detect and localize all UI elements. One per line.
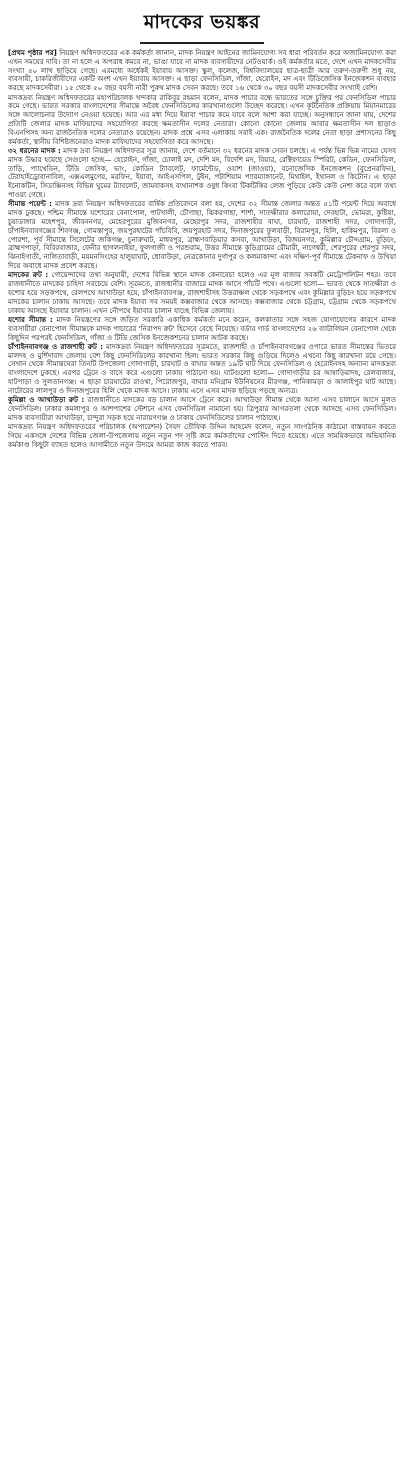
section-label: মাদকের রুট : bbox=[8, 271, 49, 280]
section-label: কুমিল্লা ও আখাউড়া রুট : bbox=[8, 396, 85, 405]
section-label: সীমান্ত পয়েন্ট : bbox=[8, 200, 52, 209]
article-paragraph bbox=[8, 147, 396, 200]
paragraph-text: মাদকদ্রব্য নিয়ন্ত্রণ অধিদফতরের পরিচালক (অপারেশন) সৈয়দ তৌফিক উদ্দিন আহমেদ বলেন, নতুন সাংগঠনিক কাঠামো বাস্তবায়ন করতে গিয়ে একসঙ্গে দেশের বিভিন্ন জেলা-উপজেলায় নতুন নতুন পদ সৃষ্টি করে কর্মকর্তাদের পোস্টিং দিতে হয়েছে। এতে সাময়িকভাবে অভিযানিক কর্মকাণ্ড কিছুটা ব্যাহত হলেও আগামীতে নতুন উদ্যমে আমরা কাজ করতে পারব। bbox=[8, 423, 396, 449]
paragraph-text: মাদকদ্রব্য নিয়ন্ত্রণ অধিদফতরের মহাপরিচালক খন্দকার রাকিবুর রহমান বলেন, মাদক পাচার বন্ধে ভারতের সঙ্গে চুক্তির পর ফেনসিডিল পাচার কমে গেছে। ভারত সরকার বাংলাদেশের সীমান্তে অবৈধ ফেনসিডিলের কারখানাগুলো উচ্ছেদ করেছে। এখন কূটনৈতিক প্রক্রিয়ায় মিয়ানমারের সঙ্গে আলোচনার উদ্যোগ নেওয়া হয়েছে। আর এর মধ্য দিয়ে ইয়াবা পাচার কমে যাবে বলে আশা করা যাচ্ছে। অনুসন্ধানে জানা যায়, দেশের প্রতিটি জেলার মাদক মাফিয়াদের সহযোগিতা করছে ক্ষমতাসীন দলের নেতারা। কোনো কোনো জেলায় আবার ক্ষমতাসীন দল ছাড়াও বিএনপিসহ অন্য রাজনৈতিক দলের নেতারাও রয়েছেন। মাদক প্রশ্নে এসব এলাকায় সবাই এক। রাজনৈতিক দলের নেতা ছাড়া প্রশাসনের কিছু কর্মকর্তা, স্থানীয় বিশিষ্টজনেরাও মাদক মাফিয়াদের সহযোগিতা করে আসছে। bbox=[8, 93, 396, 146]
article-paragraph bbox=[8, 343, 396, 396]
article-paragraph bbox=[8, 396, 396, 422]
paragraph-text: মাদক দ্রব্য নিয়ন্ত্রণ অধিদফতরের বার্ষিক প্রতিবেদনে বলা হয়, দেশের ৩২ সীমান্ত জেলার অন্তত ৫১টি পয়েন্ট দিয়ে অবাধে মাদক ঢুকছে। পশ্চিম সীমান্তে যশোরের বেনাপোল, পাটখালী, চৌগাছা, ঝিকরগাছা, শার্শা, সাতক্ষীরার কলারোয়া, দেবহাটা, ভোমরা, কুষ্টিয়া, চুয়াডাঙ্গার মহেশপুর, জীবননগর, মেহেরপুরের মুজিবনগর, মেহেরপুর সদর, রাজশাহীর বাঘা, চারঘাট, রাজশাহী সদর, গোদাগাড়ী, চাঁপাইনবাবগঞ্জের শিবগঞ্জ, গোমস্তাপুর, জয়পুরহাটের পাঁচবিবি, জয়পুরহাট সদর, দিনাজপুরের ফুলবাড়ী, বিরামপুর, হিলি, হাকিমপুর, বিরলা ও পোরশা, পূর্ব সীমান্তে সিলেটের জকিগঞ্জ, চুনারুঘাট, মাধবপুর, ব্রাহ্মণবাড়িয়ার কসবা, আখাউড়া, বিজয়নগর, কুমিল্লার চৌদ্দগ্রাম, বুড়িচং, ব্রাহ্মণপাড়া, বিবিরবাজার, ফেনীর ছাগলনাইয়া, ফুলগাজী ও পরশুরাম, উত্তর সীমান্তে কুড়িগ্রামের রৌমারী, নাগেশ্বরী, শেরপুরের শেরপুর সদর, ঝিনাইগাতী, নালিতাবাড়ী, ময়মনসিংহের হালুয়াঘাট, ধোবাউড়া, নেত্রকোনার দুর্গাপুর ও কলমাকান্দা এবং দক্ষিণ-পূর্ব সীমান্তে টেকনাফ ও উখিয়া দিয়ে অবাধে মাদক প্রবেশ করছে। bbox=[8, 200, 396, 270]
article-paragraph bbox=[8, 271, 396, 315]
headline: মাদকের ভয়ঙ্কর bbox=[140, 8, 264, 44]
paragraph-text: গোয়েন্দাদের তথ্য অনুযায়ী, দেশের বিভিন্ন স্থানে মাদক কেনাবেচা হলেও এর মূল বাজার সবকটি মেট্রোপলিটন শহর। তবে রাজধানীতে মাদকের চাহিদা সবচেয়ে বেশি। সূত্রমতে, রাজধানীর বাজারে মাদক আসে পাঁচটি পথে। এগুলো হলো— ভারত থেকে সাতক্ষীরা ও যশোর হয়ে সড়কপথে, রেলপথে আখাউড়া হয়ে, চাঁপাইনবাবগঞ্জ, রাজশাহীসহ উত্তরাঞ্চল থেকে সড়কপথে এবং কুমিল্লার বুড়িচং হয়ে সড়কপথে মাদকের চালান ঢাকায় আসছে। তবে মাদক ইয়াবা সব সময়ই কক্সবাজার থেকে আসছে। কক্সবাজার থেকে চট্টগ্রাম, চট্টগ্রাম থেকে সড়কপথে ঢাকায় আসছে ইয়াবার চালান। এখন নৌপথে ইয়াবার চালান যাচ্ছে বিভিন্ন জেলায়। bbox=[8, 271, 396, 315]
section-label: যশোর সীমান্ত : bbox=[8, 315, 53, 324]
section-label: [প্রথম পৃষ্ঠার পর] bbox=[8, 49, 57, 57]
paragraph-text: নিয়ন্ত্রণ অধিদফতরের এক কর্মকর্তা জানান, মাদক নিয়ন্ত্রণ আইনের জামিনযোগ্য সব ধারা পরিবর্তন করে অজামিনযোগ্য করা এখন সময়ের দাবি। তা না হলে এ অপরাধ কমবে না, ভাঙা যাবে না মাদক ব্যবসায়ীদের নেটওয়ার্ক। ওই কর্মকর্তার মতে, দেশে এখন মাদকসেবীর সংখ্যা ৫০ লাখ ছাড়িয়ে গেছে। এরমধ্যে অর্ধেকই ইয়াবায় আসক্ত। স্কুল, কলেজ, বিশ্ববিদ্যালয়ের ছাত্র-ছাত্রী আর তরুণ-তরুণী শুধু নয়, ব্যবসায়ী, চাকরিজীবীদের একটি অংশ এখন ইয়াবায় আসক্ত। এ ছাড়া ফেনসিডিল, গাঁজা, হেরোইন, মদ এবং টিডিজেসিক ইনজেকশন ব্যবহার করছে মাদকসেবীরা। ১৫ থেকে ৫০ বছর বয়সী নারী পুরুষ মাদক সেবন করছে। তবে ১৬ থেকে ৩০ বছর বয়সী মাদকসেবীর সংখ্যাই বেশি। bbox=[8, 49, 396, 93]
paragraph-text: মাদক নিয়ন্ত্রণের সঙ্গে জড়িত সরকারি একাধিক কর্মকর্তা মনে করেন, কলকাতার সঙ্গে সহজ যোগাযোগের কারণে মাদক ব্যবসায়ীরা বেনাপোল সীমান্তকে মাদক পাচারের 'নিরাপদ রুট' হিসেবে বেছে নিয়েছে। বর্ডার গার্ড বাংলাদেশের ২৬ ব্যাটালিয়ন বেনাপোল থেকে কিছুদিন পরপরই ফেনসিডিল, গাঁজা ও টিডি জেসিক ইনজেকশনের চালান আটক করছে। bbox=[8, 315, 396, 342]
article-body bbox=[8, 49, 396, 450]
headline-wrap bbox=[8, 8, 396, 44]
paragraph-text: রাজধানীতে মাদকের বড় চালান আসে ট্রেনে করে। আখাউড়া সীমান্ত থেকে আসা এসব চালানে আসে মূলত ফেনসিডিল। ঢাকার কমলাপুর ও আশপাশের স্টেশনে এসব ফেনসিডিল নামানো হয়। ত্রিপুরার আগরতলা থেকে আসছে এসব ফেনসিডিল। মাদক ব্যবসায়ীরা আখাউড়া, চান্দুরা সড়ক হয়ে নারায়ণগঞ্জ ও ঢাকায় ফেনসিডিলের চালান পাঠাচ্ছে। bbox=[8, 396, 396, 422]
section-label: চাঁপাইনবাবগঞ্জ ও রাজশাহী রুট : bbox=[8, 342, 103, 351]
article-paragraph bbox=[8, 94, 396, 147]
article-paragraph bbox=[8, 49, 396, 93]
article-paragraph bbox=[8, 423, 396, 449]
paragraph-text: মাদকদ্রব্য নিয়ন্ত্রণ অধিদফতরের সূত্রমতে, রাজশাহী ও চাঁপাইনবাবগঞ্জের ওপারে ভারত সীমান্তের ভিতরে মালদহ ও মুর্শিদাবাদ জেলায় বেশ কিছু ফেনসিডিলের কারখানা ছিল। ভারত সরকার কিছু গুড়িয়ে দিলেও এখনো কিছু কারখানা রয়ে গেছে। সেখান থেকে সীমান্তঘেরা তিনটি উপজেলা গোদাগাড়ী, চারঘাট ও বাঘার অন্তত ১৯টি ঘাট দিয়ে ফেনসিডিল ও হেরোইনসহ অন্যান্য মাদকদ্রব্য বাংলাদেশে ঢুকছে। এরপর ট্রেনে ও বাসে করে এগুলো ঢাকায় পাঠানো হয়। ঘাটগুলো হলো— গোদাগাড়ীর চর আষাড়িয়াদহ, রেলবাজার, হাটপাড়া ও সুলতানগঞ্জ। এ ছাড়া চারঘাটের রাওথা, পিরোজপুর, বাঘার মনিগ্রাম ইউনিয়নের মীরগঞ্জ, পানিকামড়া ও আলাইপুর ঘাট আছে। নাটোরের লালপুর ও দিনাজপুরের হিলি থেকে মাদক আসে। ঢাকায় এসে এসব মাদক ছড়িয়ে পড়ছে অন্যত্র। bbox=[8, 342, 396, 395]
section-label: ৩২ ধরনের মাদক : bbox=[8, 146, 61, 155]
paragraph-text: মাদক দ্রব্য নিয়ন্ত্রণ অধিদফতর সূত্র জানায়, দেশে বর্তমানে ৩২ ধরনের মাদক সেবন চলছে। এ পর্যন্ত ভিন্ন ভিন্ন নামের যেসব মাদক উদ্ধার হয়েছে সেগুলো হচ্ছে— হেরোইন, গাঁজা, চোলাই মদ, দেশি মদ, বিদেশি মদ, বিয়ার, রেক্টিফায়েড স্পিরিট, কেডিন, ফেনসিডিল, তাড়ি, প্যাথেডিন, টিডি জেসিক, ভাং, কোডিন ট্যাবলেট, ফার্মেন্টেড, ওয়াশ (জাওয়া), বনোজেসিক ইনজেকশন (বুপ্রেনরফিন), টেরাহাইড্রোবানাবিল, এক্সএলমুগের, মরফিন, ইয়াবা, আইএসপিল, টুইন, পটাশিয়াম প্যারম্যাঙ্গানেট, মিথাইল, ইথানল ও কিটোন। এ ছাড়া ইনোকটিন, সিডাক্সিনসহ বিভিন্ন ঘুমের ট্যাবলেট, জামবাকসহ ব্যথানাশক ওষুধ কিংবা টিকটিকির লেজ পুড়িয়ে কেউ কেউ নেশা করে বলে তথ্য পাওয়া গেছে। bbox=[8, 146, 396, 199]
article-paragraph bbox=[8, 200, 396, 271]
article-paragraph bbox=[8, 316, 396, 342]
